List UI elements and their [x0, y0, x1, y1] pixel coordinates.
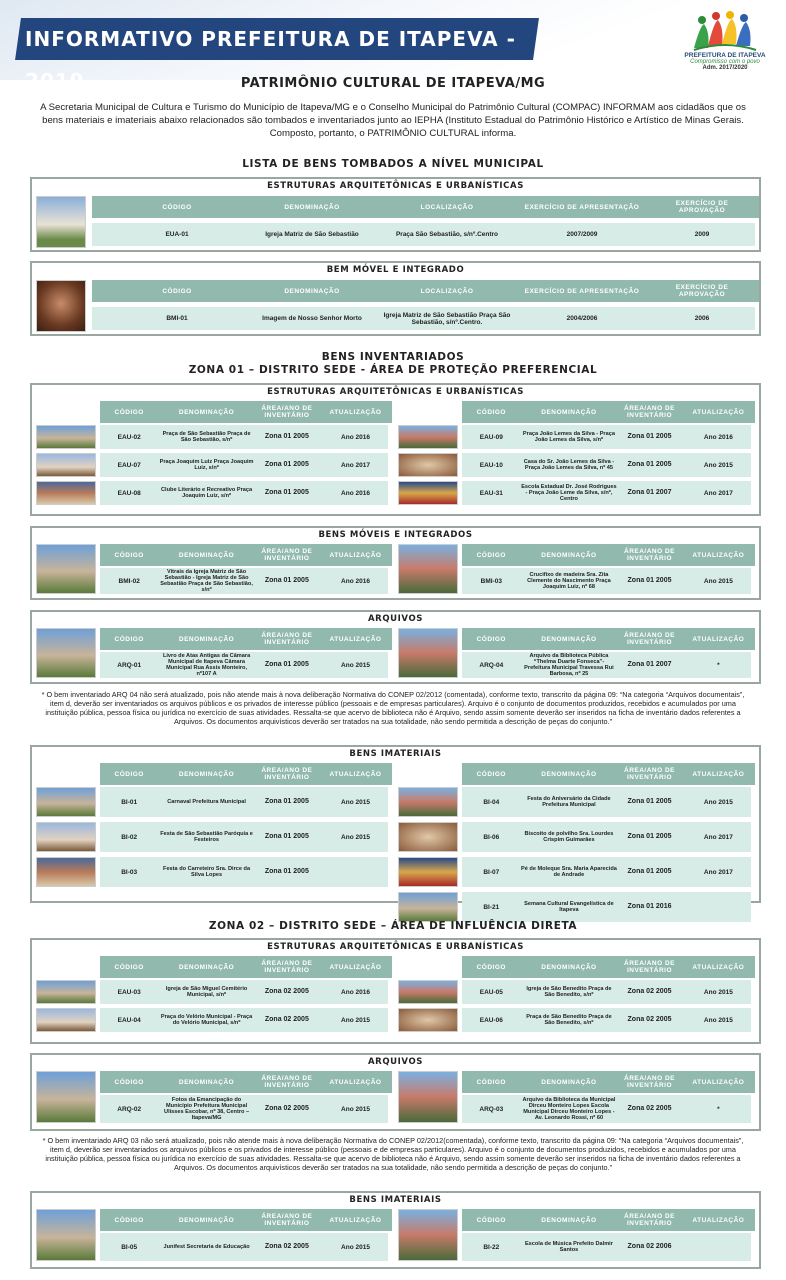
- tomb-movel-title: BEM MÓVEL E INTEGRADO: [326, 265, 465, 275]
- photo-bi-03: [36, 857, 96, 887]
- logo-slogan: Compromisso com o povo: [690, 59, 760, 65]
- z2-imat-title: BENS IMATERIAIS: [349, 1195, 442, 1205]
- photo-bi-07: [398, 857, 458, 887]
- z1arq-right-header: CÓDIGO DENOMINAÇÃO ÁREA/ANO DE INVENTÁRIO ATUALIZAÇÃO: [462, 628, 755, 650]
- table-row: EAU-03 Igreja de São Miguel Cemitério Municipal, s/nº Zona 02 2005 Ano 2016: [100, 980, 388, 1004]
- z1-moveis-box: [30, 526, 761, 600]
- z2arq-right-header: CÓDIGO DENOMINAÇÃO ÁREA/ANO DE INVENTÁRIO ATUALIZAÇÃO: [462, 1071, 755, 1093]
- zona2-title: ZONA 02 – DISTRITO SEDE – ÁREA DE INFLUÊNCIA DIRETA: [208, 920, 578, 932]
- z1mov-left-header: CÓDIGO DENOMINAÇÃO ÁREA/ANO DE INVENTÁRIO ATUALIZAÇÃO: [100, 544, 392, 566]
- table-row: BI-21 Semana Cultural Evangelística de Itapeva Zona 01 2016: [462, 892, 751, 922]
- z1est-left-header: CÓDIGO DENOMINAÇÃO ÁREA/ANO DE INVENTÁRIO ATUALIZAÇÃO: [100, 401, 392, 423]
- z2imat-left-header: CÓDIGO DENOMINAÇÃO ÁREA/ANO DE INVENTÁRIO ATUALIZAÇÃO: [100, 1209, 392, 1231]
- photo-arq-01: [36, 628, 96, 678]
- page-title: PATRIMÔNIO CULTURAL DE ITAPEVA/MG: [240, 76, 546, 91]
- logo-figures-icon: [690, 10, 760, 52]
- tomb-est-row: EUA-01 Igreja Matriz de São Sebastião Praça São Sebastião, s/nº.Centro 2007/2009 2009: [92, 223, 755, 246]
- z2-est-box: [30, 938, 761, 1044]
- inventariados-title: BENS INVENTARIADOS: [321, 351, 465, 363]
- z2-arq-box: [30, 1053, 761, 1131]
- photo-bi-05: [36, 1209, 96, 1261]
- tomb-est-title: ESTRUTURAS ARQUITETÔNICAS E URBANÍSTICAS: [267, 181, 524, 191]
- photo-eau-07: [36, 453, 96, 477]
- z2-imat-box: [30, 1191, 761, 1269]
- prefeitura-logo: [670, 10, 780, 82]
- table-row: EAU-10 Casa do Sr. João Lemes da Silva - Praça João Lemes da Silva, nº 45 Zona 01 2005 Ano 2015: [462, 453, 751, 477]
- table-row: BI-01 Carnaval Prefeitura Municipal Zona 01 2005 Ano 2015: [100, 787, 388, 817]
- header-banner: INFORMATIVO PREFEITURA DE ITAPEVA - 2019: [15, 18, 539, 60]
- tomb-movel-row: BMI-01 Imagem de Nosso Senhor Morto Igreja Matriz de São Sebastião Praça São Sebastião, s/nº.Centro. 2004/2006 2006: [92, 307, 755, 330]
- photo-arq-02: [36, 1071, 96, 1123]
- table-row: BI-02 Festa de São Sebastião Paróquia e Festeiros Zona 01 2005 Ano 2015: [100, 822, 388, 852]
- table-row: BI-22 Escola de Música Prefeito Dalmir Santos Zona 02 2006: [462, 1233, 751, 1261]
- intro-text: A Secretaria Municipal de Cultura e Turismo do Município de Itapeva/MG e o Conselho Municipal do Patrimônio Cultural (COMPAC) INFORMAM aos cidadãos que os bens materiais e imateriais abaixo relacionados são tombados e inventariados junto ao IEPHA (Instituto Estadual do Patrimônio Histórico e Artístico de Minas Gerais. Composto, portanto, o PATRIMÔNIO CULTURAL informa.: [40, 102, 746, 139]
- table-row: EAU-31 Escola Estadual Dr. José Rodrigues - Praça João Leme da Silva, s/nº, Centro Zona 01 2007 Ano 2017: [462, 481, 751, 505]
- photo-eau-05: [398, 980, 458, 1004]
- z2-arq-note: * O bem inventariado ARQ 03 não será atualizado, pois não atende mais à nova deliberação Normativa do CONEP 02/2012(comentada), conforme texto, transcrito da página 09: “Na categoria “Arquivos documentais”, item d, deverão ser inventariados os arquivos públicos e os privados de interesse público (pessoais e de empresas particulares). Arquivo é o conjunto de documentos produzidos, recebidos e acumulados por uma instituição pública, pessoa física ou jurídica no exercício de suas atividades. Ressalta-se que acervo de biblioteca não é Arquivo, sendo assim somente deverão ser inseridos na ficha de inventário dados referentes a Arquivos. Os documentos arquivísticos deverão ser tratados na sua totalidade, não sendo permitida a descrição de peças do conjunto.”: [42, 1136, 744, 1172]
- z1arq-left-header: CÓDIGO DENOMINAÇÃO ÁREA/ANO DE INVENTÁRIO ATUALIZAÇÃO: [100, 628, 392, 650]
- photo-arq-03: [398, 1071, 458, 1123]
- z1-moveis-title: BENS MÓVEIS E INTEGRADOS: [318, 530, 473, 540]
- z1-est-title: ESTRUTURAS ARQUITETÔNICAS E URBANÍSTICAS: [267, 387, 524, 397]
- z1-arq-box: [30, 610, 761, 684]
- photo-bi-02: [36, 822, 96, 852]
- photo-bi-21: [398, 892, 458, 922]
- z1-imat-box: [30, 745, 761, 913]
- tomb-est-box: [30, 177, 761, 252]
- photo-eau-08: [36, 481, 96, 505]
- z2-est-title: ESTRUTURAS ARQUITETÔNICAS E URBANÍSTICAS: [267, 942, 524, 952]
- logo-term: Adm. 2017/2020: [702, 65, 748, 71]
- photo-bi-06: [398, 822, 458, 852]
- z2arq-left-header: CÓDIGO DENOMINAÇÃO ÁREA/ANO DE INVENTÁRIO ATUALIZAÇÃO: [100, 1071, 392, 1093]
- tomb-est-header: CÓDIGO DENOMINAÇÃO LOCALIZAÇÃO EXERCÍCIO DE APRESENTAÇÃO EXERCÍCIO DE APROVAÇÃO: [92, 196, 759, 218]
- table-row: ARQ-04 Arquivo da Biblioteca Pública “Thelma Duarte Fonseca”- Prefeitura Municipal Travessa Rui Barbosa, nº 25 Zona 01 2007 *: [462, 652, 751, 678]
- table-row: BI-06 Biscoito de polvilho Sra. Lourdes Crispim Guimarães Zona 01 2005 Ano 2017: [462, 822, 751, 852]
- table-row: BI-04 Festa do Aniversário da Cidade Prefeitura Municipal Zona 01 2005 Ano 2015: [462, 787, 751, 817]
- tomb-movel-box: [30, 261, 761, 336]
- z2est-left-header: CÓDIGO DENOMINAÇÃO ÁREA/ANO DE INVENTÁRIO ATUALIZAÇÃO: [100, 956, 392, 978]
- photo-bmi-03: [398, 544, 458, 594]
- photo-bi-04: [398, 787, 458, 817]
- table-row: BI-05 Junifest Secretaria de Educação Zona 02 2005 Ano 2015: [100, 1233, 388, 1261]
- z1mov-right-header: CÓDIGO DENOMINAÇÃO ÁREA/ANO DE INVENTÁRIO ATUALIZAÇÃO: [462, 544, 755, 566]
- table-row: EAU-06 Praça de São Benedito Praça de São Benedito, s/nº Zona 02 2005 Ano 2015: [462, 1008, 751, 1032]
- photo-eau-03: [36, 980, 96, 1004]
- table-row: EAU-05 Igreja de São Benedito Praça de São Benedito, s/nº Zona 02 2005 Ano 2015: [462, 980, 751, 1004]
- z1imat-left-header: CÓDIGO DENOMINAÇÃO ÁREA/ANO DE INVENTÁRIO ATUALIZAÇÃO: [100, 763, 392, 785]
- table-row: ARQ-01 Livro de Atas Antigas da Câmara Municipal de Itapeva Câmara Municipal Rua Assis Monteiro, nº107 A Zona 01 2005 Ano 2015: [100, 652, 388, 678]
- photo-bmi-02: [36, 544, 96, 594]
- table-row: BMI-03 Crucifixo de madeira Sra. Zita Clemente do Nascimento Praça Joaquim Luiz, nº 68 Zona 01 2005 Ano 2015: [462, 568, 751, 594]
- z1-est-box: [30, 383, 761, 516]
- z2-arq-title: ARQUIVOS: [368, 1057, 423, 1067]
- z1-imat-title: BENS IMATERIAIS: [349, 749, 442, 759]
- table-row: EAU-02 Praça de São Sebastião Praça de São Sebastião, s/nº Zona 01 2005 Ano 2016: [100, 425, 388, 449]
- z2imat-right-header: CÓDIGO DENOMINAÇÃO ÁREA/ANO DE INVENTÁRIO ATUALIZAÇÃO: [462, 1209, 755, 1231]
- z1-arq-title: ARQUIVOS: [368, 614, 423, 624]
- table-row: BI-07 Pé de Moleque Sra. Maria Aparecida de Andrade Zona 01 2005 Ano 2017: [462, 857, 751, 887]
- logo-name: PREFEITURA DE ITAPEVA: [684, 52, 766, 59]
- photo-senhor-morto: [36, 280, 86, 332]
- photo-eau-02: [36, 425, 96, 449]
- tombados-title: LISTA DE BENS TOMBADOS A NÍVEL MUNICIPAL: [242, 158, 544, 170]
- z2est-right-header: CÓDIGO DENOMINAÇÃO ÁREA/ANO DE INVENTÁRIO ATUALIZAÇÃO: [462, 956, 755, 978]
- table-row: EAU-08 Clube Literário e Recreativo Praça Joaquim Luiz, s/nº Zona 01 2005 Ano 2016: [100, 481, 388, 505]
- table-row: ARQ-02 Fotos da Emancipação do Município Prefeitura Municipal Ulisses Escobar, nº 38, Centro – Itapeva/MG Zona 02 2005 Ano 2015: [100, 1095, 388, 1123]
- z1est-right-header: CÓDIGO DENOMINAÇÃO ÁREA/ANO DE INVENTÁRIO ATUALIZAÇÃO: [462, 401, 755, 423]
- photo-eau-10: [398, 453, 458, 477]
- z1-arq-note: * O bem inventariado ARQ 04 não será atualizado, pois não atende mais à nova deliberação Normativa do CONEP 02/2012 (comentada), conforme texto, transcrito da página 09: “Na categoria “Arquivos documentais”, item d, deverão ser inventariados os arquivos públicos e os privados de interesse público (pessoais e de empresas particulares). Arquivo é o conjunto de documentos produzidos, recebidos e acumulados por uma instituição pública, pessoa física ou jurídica no exercício de suas atividades. Ressalta-se que acervo de biblioteca não é Arquivo, sendo assim somente deverão ser inseridos na ficha de inventário dados referentes a Arquivos. Os documentos arquivísticos deverão ser tratados na sua totalidade, não sendo permitida a descrição de peças do conjunto.”: [41, 690, 745, 726]
- table-row: EAU-09 Praça João Lemes da Silva - Praça João Lemes da Silva, s/nº Zona 01 2005 Ano 2016: [462, 425, 751, 449]
- table-row: BI-03 Festa do Carreteiro Sra. Dirce da Silva Lopes Zona 01 2005: [100, 857, 388, 887]
- table-row: EAU-04 Praça do Velório Municipal - Praça do Velório Municipal, s/nº Zona 02 2005 Ano 2015: [100, 1008, 388, 1032]
- photo-eau-09: [398, 425, 458, 449]
- tomb-movel-header: CÓDIGO DENOMINAÇÃO LOCALIZAÇÃO EXERCÍCIO DE APRESENTAÇÃO EXERCÍCIO DE APROVAÇÃO: [92, 280, 759, 302]
- table-row: EAU-07 Praça Joaquim Luiz Praça Joaquim Luiz, s/nº Zona 01 2005 Ano 2017: [100, 453, 388, 477]
- zona1-title: ZONA 01 – DISTRITO SEDE - ÁREA DE PROTEÇÃO PREFERENCIAL: [188, 364, 598, 376]
- photo-bi-01: [36, 787, 96, 817]
- photo-bi-22: [398, 1209, 458, 1261]
- z1imat-right-header: CÓDIGO DENOMINAÇÃO ÁREA/ANO DE INVENTÁRIO ATUALIZAÇÃO: [462, 763, 755, 785]
- table-row: ARQ-03 Arquivo da Biblioteca da Municipal Dirceu Monteiro Lopes Escola Municipal Dirceu Monteiro Lopes - Av. Leonardo Rossi, nº 60 Zona 02 2005 *: [462, 1095, 751, 1123]
- photo-igreja-matriz: [36, 196, 86, 248]
- photo-eau-06: [398, 1008, 458, 1032]
- photo-eau-04: [36, 1008, 96, 1032]
- photo-arq-04: [398, 628, 458, 678]
- table-row: BMI-02 Vitrais da Igreja Matriz de São Sebastião - Igreja Matriz de São Sebastião Praça de São Sebastião, s/nº Zona 01 2005 Ano 2016: [100, 568, 388, 594]
- photo-eau-31: [398, 481, 458, 505]
